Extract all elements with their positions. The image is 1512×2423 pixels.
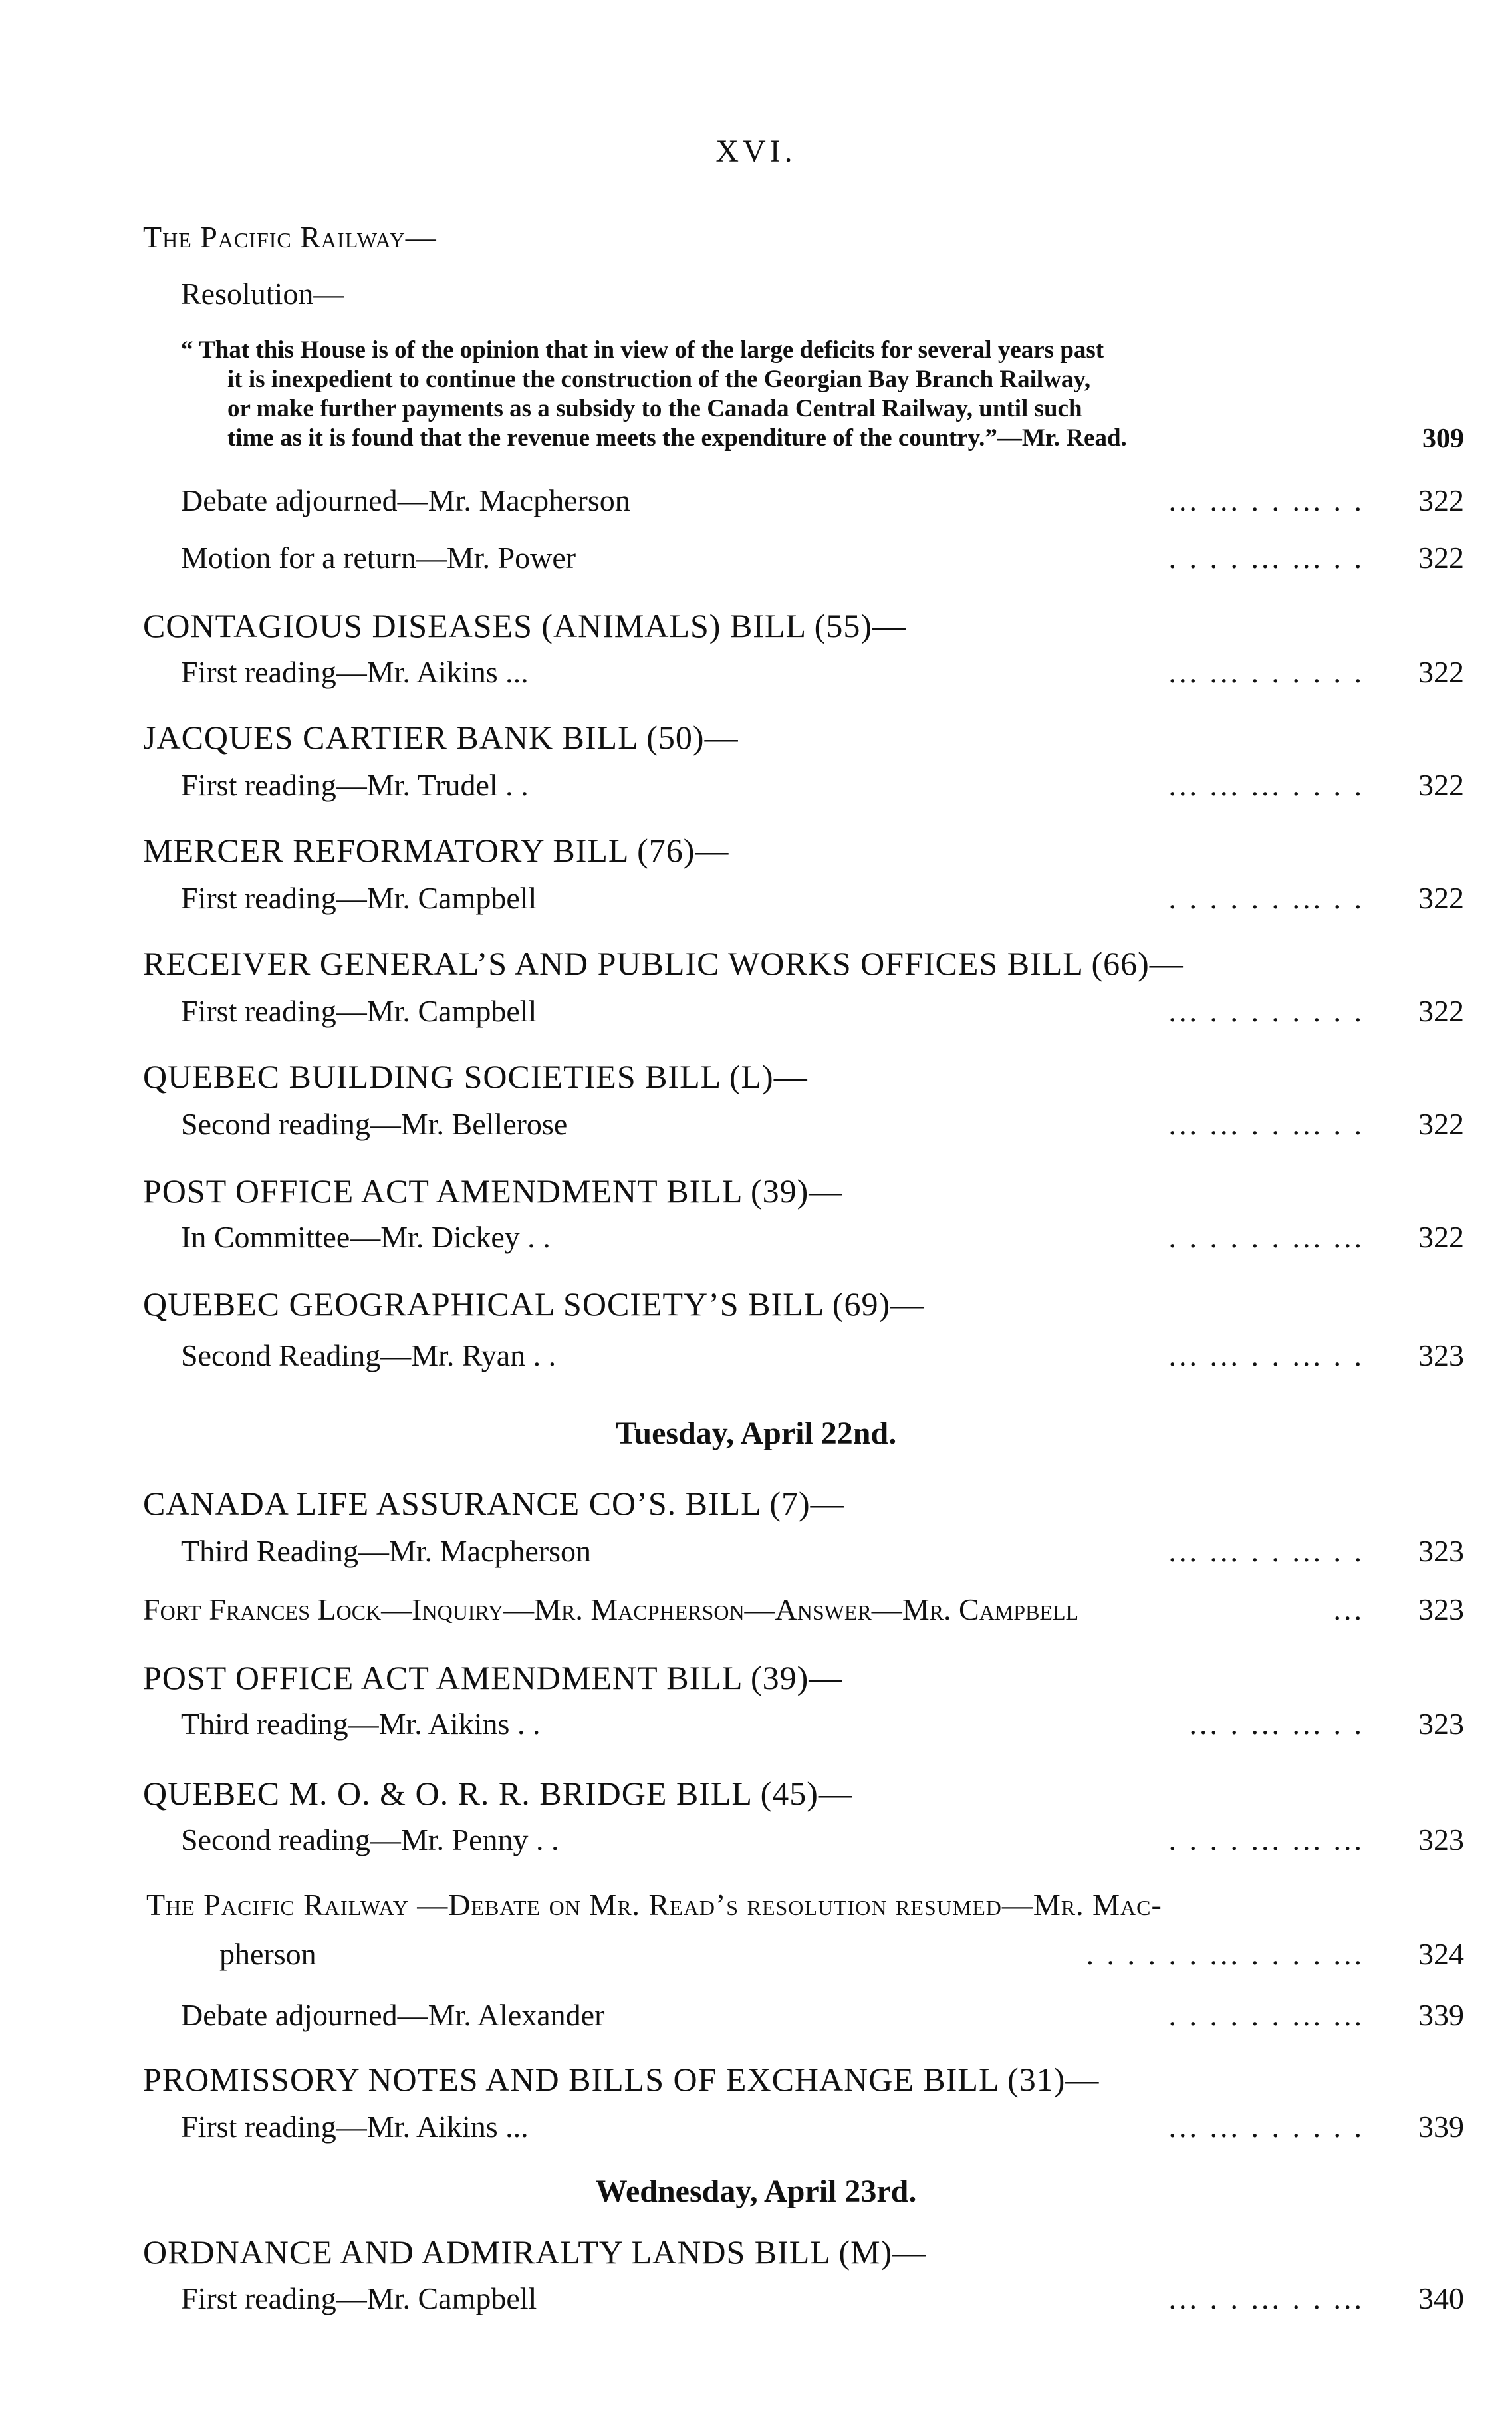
- quote-page-number: 309: [1422, 424, 1464, 454]
- resolution-quote: [181, 336, 1358, 453]
- row-label: Debate adjourned—Mr. Alexander: [181, 1998, 605, 2032]
- index-row: [181, 1338, 1464, 1378]
- bill-heading: PROMISSORY NOTES AND BILLS OF EXCHANGE BILL (31)—: [143, 2061, 1100, 2098]
- bill-heading: RECEIVER GENERAL’S AND PUBLIC WORKS OFFICES BILL (66)—: [143, 945, 1184, 982]
- leader-dots: ... ... . . . . . .: [1168, 655, 1364, 689]
- bill-heading: CANADA LIFE ASSURANCE CO’S. BILL (7)—: [143, 1485, 844, 1522]
- bill-heading: QUEBEC GEOGRAPHICAL SOCIETY’S BILL (69)—: [143, 1285, 925, 1323]
- index-row: [181, 1106, 1464, 1146]
- page-number: 322: [1418, 1220, 1464, 1254]
- index-row: [181, 483, 1464, 523]
- leader-dots: ... ... ... . . . .: [1168, 768, 1364, 802]
- leader-dots: . . . . . . ... ...: [1168, 1998, 1364, 2032]
- bill-heading: QUEBEC M. O. & O. R. R. BRIDGE BILL (45)—: [143, 1775, 852, 1812]
- page-number: 339: [1418, 1998, 1464, 2032]
- page-number: 322: [1418, 655, 1464, 689]
- bill-heading: JACQUES CARTIER BANK BILL (50)—: [143, 719, 739, 756]
- row-label: Motion for a return—Mr. Power: [181, 541, 576, 574]
- row-label: Third reading—Mr. Aikins . .: [181, 1707, 541, 1741]
- page-number: 323: [1418, 1534, 1464, 1568]
- row-label: Third Reading—Mr. Macpherson: [181, 1534, 592, 1568]
- page-number: 322: [1418, 483, 1464, 517]
- page-number: 339: [1418, 2110, 1464, 2144]
- index-row-fort-frances: [143, 1592, 1464, 1632]
- row-label: Second Reading—Mr. Ryan . .: [181, 1339, 557, 1372]
- index-row: [181, 880, 1464, 920]
- row-label: Second reading—Mr. Bellerose: [181, 1107, 568, 1141]
- index-row: [181, 654, 1464, 694]
- leader-dots: ... ... . . . . . .: [1168, 2110, 1364, 2144]
- row-label: First reading—Mr. Campbell: [181, 994, 537, 1028]
- leader-dots: . . . . ... ... . .: [1168, 541, 1364, 574]
- bill-heading: ORDNANCE AND ADMIRALTY LANDS BILL (M)—: [143, 2233, 927, 2271]
- date-heading: Wednesday, April 23rd.: [595, 2174, 917, 2209]
- quote-line: “ That this House is of the opinion that in view of the large deficits for several years past: [181, 336, 1104, 364]
- page-number: 323: [1418, 1339, 1464, 1372]
- page-number: 322: [1418, 1107, 1464, 1141]
- quote-line: it is inexpedient to continue the construction of the Georgian Bay Branch Railway,: [227, 366, 1091, 393]
- page-number: 323: [1418, 1707, 1464, 1741]
- leader-dots: ... . . . . . . . .: [1168, 994, 1364, 1028]
- leader-dots: ...: [1333, 1593, 1364, 1626]
- quote-line: time as it is found that the revenue meets the expenditure of the country.”—Mr. Read.: [227, 424, 1127, 451]
- page-number: 322: [1418, 881, 1464, 915]
- row-label: First reading—Mr. Trudel . .: [181, 768, 529, 802]
- row-label: First reading—Mr. Campbell: [181, 881, 537, 915]
- leader-dots: . . . . ... ... ...: [1168, 1823, 1364, 1856]
- date-heading: Tuesday, April 22nd.: [615, 1416, 897, 1451]
- page-number: 322: [1418, 768, 1464, 802]
- pacific-debate-line: [146, 1887, 1162, 1922]
- resolution-label: Resolution—: [181, 277, 344, 311]
- index-row: [181, 993, 1464, 1033]
- index-row: [181, 1822, 1464, 1862]
- leader-dots: ... ... . . ... . .: [1168, 1339, 1364, 1372]
- leader-dots: ... ... . . ... . .: [1168, 1534, 1364, 1568]
- row-label: In Committee—Mr. Dickey . .: [181, 1220, 551, 1254]
- leader-dots: ... . ... ... . .: [1189, 1707, 1364, 1741]
- leader-dots: . . . . . . ... ...: [1168, 1220, 1364, 1254]
- index-row: [181, 1533, 1464, 1573]
- bill-heading: CONTAGIOUS DISEASES (ANIMALS) BILL (55)—: [143, 607, 906, 644]
- pacific-debate-text: The Pacific Railway —Debate on Mr. Read’s resolution resumed—Mr. Mac-: [146, 1888, 1162, 1922]
- page-number: 340: [1418, 2281, 1464, 2315]
- page-folio: XVI.: [715, 134, 797, 169]
- leader-dots: . . . . . . ... . . . . ...: [1086, 1937, 1364, 1971]
- row-label: First reading—Mr. Campbell: [181, 2281, 537, 2315]
- bill-heading: POST OFFICE ACT AMENDMENT BILL (39)—: [143, 1172, 843, 1210]
- row-label: First reading—Mr. Aikins ...: [181, 655, 529, 689]
- index-row: [219, 1936, 1464, 1976]
- leader-dots: . . . . . . ... . .: [1168, 881, 1364, 915]
- leader-dots: ... ... . . ... . .: [1168, 1107, 1364, 1141]
- bill-heading: QUEBEC BUILDING SOCIETIES BILL (L)—: [143, 1058, 808, 1095]
- row-label: pherson: [219, 1937, 316, 1971]
- page-number: 324: [1418, 1937, 1464, 1971]
- page-number: 323: [1418, 1823, 1464, 1856]
- page-number: 323: [1418, 1593, 1464, 1626]
- row-label: Fort Frances Lock—Inquiry—Mr. Macpherson—Answer—Mr. Campbell: [143, 1593, 1079, 1626]
- leader-dots: ... ... . . ... . .: [1168, 483, 1364, 517]
- bill-heading: MERCER REFORMATORY BILL (76)—: [143, 832, 729, 869]
- index-row: [181, 1219, 1464, 1259]
- page-number: 322: [1418, 541, 1464, 574]
- quote-line: or make further payments as a subsidy to the Canada Central Railway, until such: [227, 395, 1082, 422]
- index-row: [181, 540, 1464, 580]
- section-title-pacific-railway: The Pacific Railway—: [143, 220, 437, 254]
- index-row: [181, 767, 1464, 807]
- row-label: Second reading—Mr. Penny . .: [181, 1823, 559, 1856]
- page-number: 322: [1418, 994, 1464, 1028]
- index-row: [181, 1706, 1464, 1746]
- row-label: First reading—Mr. Aikins ...: [181, 2110, 529, 2144]
- index-row: [181, 2281, 1464, 2321]
- index-row: [181, 2109, 1464, 2149]
- bill-heading: POST OFFICE ACT AMENDMENT BILL (39)—: [143, 1659, 843, 1696]
- leader-dots: ... . . ... . . ...: [1168, 2281, 1364, 2315]
- row-label: Debate adjourned—Mr. Macpherson: [181, 483, 630, 517]
- index-row: [181, 1997, 1464, 2037]
